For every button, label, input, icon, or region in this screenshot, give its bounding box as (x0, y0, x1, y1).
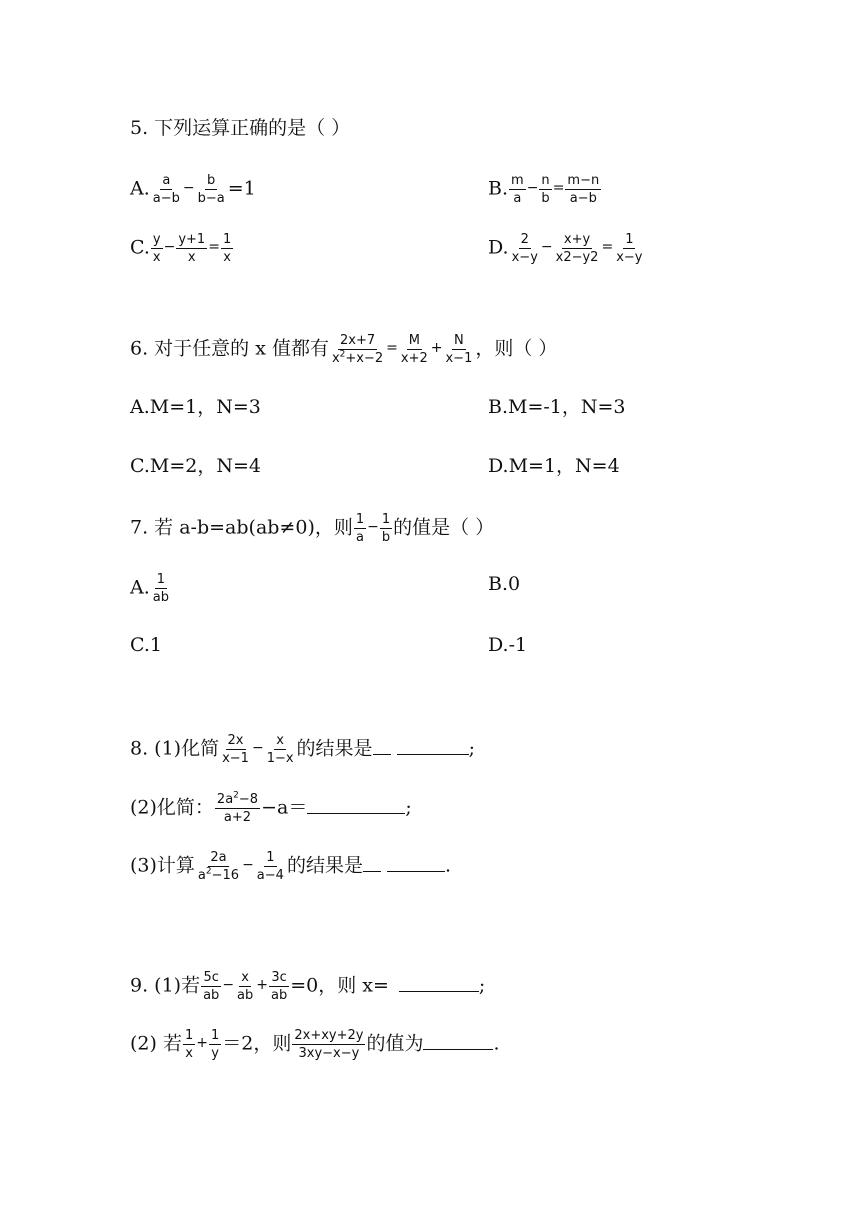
operator: = (601, 238, 614, 255)
denominator: y (211, 1046, 219, 1061)
num-base: 2a (216, 792, 234, 807)
answer-blank[interactable] (373, 736, 391, 755)
numerator: 1 (184, 1028, 194, 1043)
fraction (265, 733, 296, 766)
denominator: 1−x (266, 751, 294, 766)
q7-option-c: C.1 (130, 634, 162, 656)
fraction (220, 733, 251, 766)
stem-text: 的值为 (366, 1032, 424, 1055)
fraction (330, 333, 385, 366)
fraction (539, 173, 551, 206)
numerator: 1 (625, 232, 634, 247)
operator: − (222, 976, 235, 993)
punctuation: ; (468, 737, 475, 760)
numerator: 2x+7 (339, 333, 376, 348)
numerator: y (152, 232, 161, 247)
q5-option-c (130, 232, 234, 265)
denominator: ab (271, 988, 288, 1003)
operator: − (526, 179, 539, 196)
stem-text: 7. 若 a-b=ab(ab≠0)，则 (130, 516, 353, 539)
denominator: x−1 (445, 351, 473, 366)
q5-option-a (130, 173, 256, 206)
fraction (151, 572, 171, 605)
fraction (269, 970, 289, 1003)
q7-stem (130, 512, 494, 545)
numerator: m−n (567, 173, 600, 188)
fraction (380, 512, 392, 545)
denominator: ab (152, 590, 169, 605)
stem-text: 8. (1)化简 (130, 737, 220, 760)
stem-text: ，则（ ） (475, 337, 558, 360)
numerator: 1 (210, 1028, 220, 1043)
answer-blank[interactable] (307, 795, 405, 814)
operator: = (386, 339, 398, 356)
den-rest: −16 (211, 868, 240, 883)
denominator: x (223, 250, 231, 265)
numerator: 1 (222, 232, 232, 247)
exponent: 2 (205, 866, 212, 877)
q8-part3 (130, 850, 451, 883)
numerator: 5c (203, 970, 219, 985)
numerator: 3c (271, 970, 287, 985)
q6-stem (130, 333, 557, 366)
denominator: ab (237, 988, 254, 1003)
operator: − (242, 856, 254, 873)
equation-tail: =1 (227, 177, 256, 200)
exponent: 2 (233, 790, 239, 801)
answer-blank[interactable] (397, 736, 469, 755)
operator: + (256, 976, 268, 993)
fraction (196, 850, 241, 883)
stem-text: =0，则 x= (290, 974, 389, 997)
denominator: x (187, 250, 196, 265)
q8-part2 (130, 792, 412, 825)
punctuation: . (493, 1032, 500, 1055)
denominator: ab (203, 988, 220, 1003)
stem-text: (3)计算 (130, 854, 195, 877)
fraction (209, 1028, 221, 1061)
operator: − (540, 238, 553, 255)
q7-option-b: B.0 (488, 573, 521, 595)
fraction (509, 173, 526, 206)
num-rest: −8 (238, 792, 259, 807)
operator: − (163, 238, 176, 255)
fraction (183, 1028, 195, 1061)
fraction (565, 173, 601, 206)
answer-blank[interactable] (423, 1031, 493, 1050)
numerator: a (162, 173, 171, 188)
numerator: 1 (355, 512, 365, 527)
operator: − (367, 518, 379, 535)
numerator: m (511, 173, 524, 188)
denominator (196, 867, 241, 883)
denominator: a−b (569, 191, 597, 206)
fraction (176, 232, 207, 265)
denominator: a−4 (256, 868, 284, 883)
numerator: 2x (227, 733, 244, 748)
denominator: b (381, 530, 391, 545)
q7-option-a (130, 572, 172, 605)
stem-text: 的值是（ ） (393, 516, 495, 539)
stem-text: (2)化简： (130, 796, 214, 819)
denominator (330, 350, 385, 366)
q8-part1 (130, 733, 475, 766)
fraction (151, 173, 182, 206)
denominator: x−y (616, 250, 643, 265)
q5-stem: 5. 下列运算正确的是（ ） (130, 117, 351, 139)
numerator: 2 (520, 232, 529, 247)
numerator: 2a (210, 850, 227, 865)
fraction (151, 232, 163, 265)
operator: + (196, 1034, 208, 1051)
numerator: x (276, 733, 284, 748)
denominator: x+2 (400, 351, 428, 366)
denominator: 3xy−x−y (298, 1046, 360, 1061)
fraction (443, 333, 474, 366)
option-label: B. (488, 177, 509, 200)
numerator: 2x+xy+2y (294, 1028, 364, 1043)
fraction (614, 232, 644, 265)
numerator: n (541, 173, 550, 188)
answer-blank[interactable] (363, 853, 381, 872)
fraction (554, 232, 601, 265)
denominator: x−1 (222, 751, 249, 766)
q6-option-a: A.M=1，N=3 (130, 396, 261, 418)
denominator: x−y (511, 250, 538, 265)
fraction (510, 232, 540, 265)
q5-option-d (488, 232, 645, 265)
numerator: 1 (266, 850, 275, 865)
option-label: A. (130, 177, 150, 200)
numerator: y+1 (178, 232, 206, 247)
option-label: D. (488, 236, 509, 259)
denominator: x2−y2 (555, 250, 599, 265)
option-label: C. (130, 236, 150, 259)
numerator: 1 (156, 572, 166, 587)
punctuation: . (444, 854, 451, 877)
numerator: x (241, 970, 249, 985)
operator: = (208, 238, 220, 255)
denominator: x (185, 1046, 193, 1061)
den-base: a (197, 868, 206, 883)
denominator: a (356, 530, 364, 545)
operator: − (182, 179, 195, 196)
exponent: 2 (339, 349, 346, 360)
denominator: b−a (197, 191, 225, 206)
numerator (215, 792, 260, 809)
stem-text: 的结果是 (286, 854, 363, 877)
fraction (292, 1028, 365, 1061)
punctuation: ; (405, 796, 412, 819)
q6-option-b: B.M=-1，N=3 (488, 396, 626, 418)
q9-part2 (130, 1028, 500, 1061)
answer-blank[interactable] (399, 973, 479, 992)
fraction (221, 232, 233, 265)
answer-blank[interactable] (387, 853, 445, 872)
q6-option-d: D.M=1，N=4 (488, 455, 620, 477)
q7-option-d: D.-1 (488, 634, 528, 656)
denominator: a−b (152, 191, 180, 206)
denominator: b (541, 191, 550, 206)
fraction (235, 970, 255, 1003)
numerator: x+y (563, 232, 591, 247)
stem-text: (2) 若 (130, 1032, 182, 1055)
stem-text: 9. (1)若 (130, 974, 201, 997)
option-label: A. (130, 576, 150, 599)
punctuation: ; (478, 974, 486, 997)
denominator: x (152, 250, 161, 265)
stem-text: 6. 对于任意的 x 值都有 (130, 337, 329, 360)
operator: = (552, 179, 565, 196)
fraction (201, 970, 221, 1003)
stem-text: 的结果是 (296, 737, 373, 760)
fraction (255, 850, 286, 883)
q6-option-c: C.M=2，N=4 (130, 455, 261, 477)
stem-text: ＝2，则 (222, 1032, 292, 1055)
stem-text: −a＝ (261, 796, 308, 819)
numerator: M (408, 333, 420, 348)
q5-option-b (488, 173, 602, 206)
fraction (215, 792, 260, 825)
fraction (196, 173, 227, 206)
fraction (354, 512, 366, 545)
den-rest: +x−2 (345, 351, 384, 366)
q9-part1 (130, 970, 485, 1003)
denominator: a (513, 191, 522, 206)
numerator: b (207, 173, 216, 188)
operator: − (251, 739, 264, 756)
fraction (399, 333, 430, 366)
numerator: N (454, 333, 464, 348)
den-base: x (331, 351, 340, 366)
numerator: 1 (381, 512, 391, 527)
denominator: a+2 (223, 810, 252, 825)
operator: + (430, 339, 443, 356)
